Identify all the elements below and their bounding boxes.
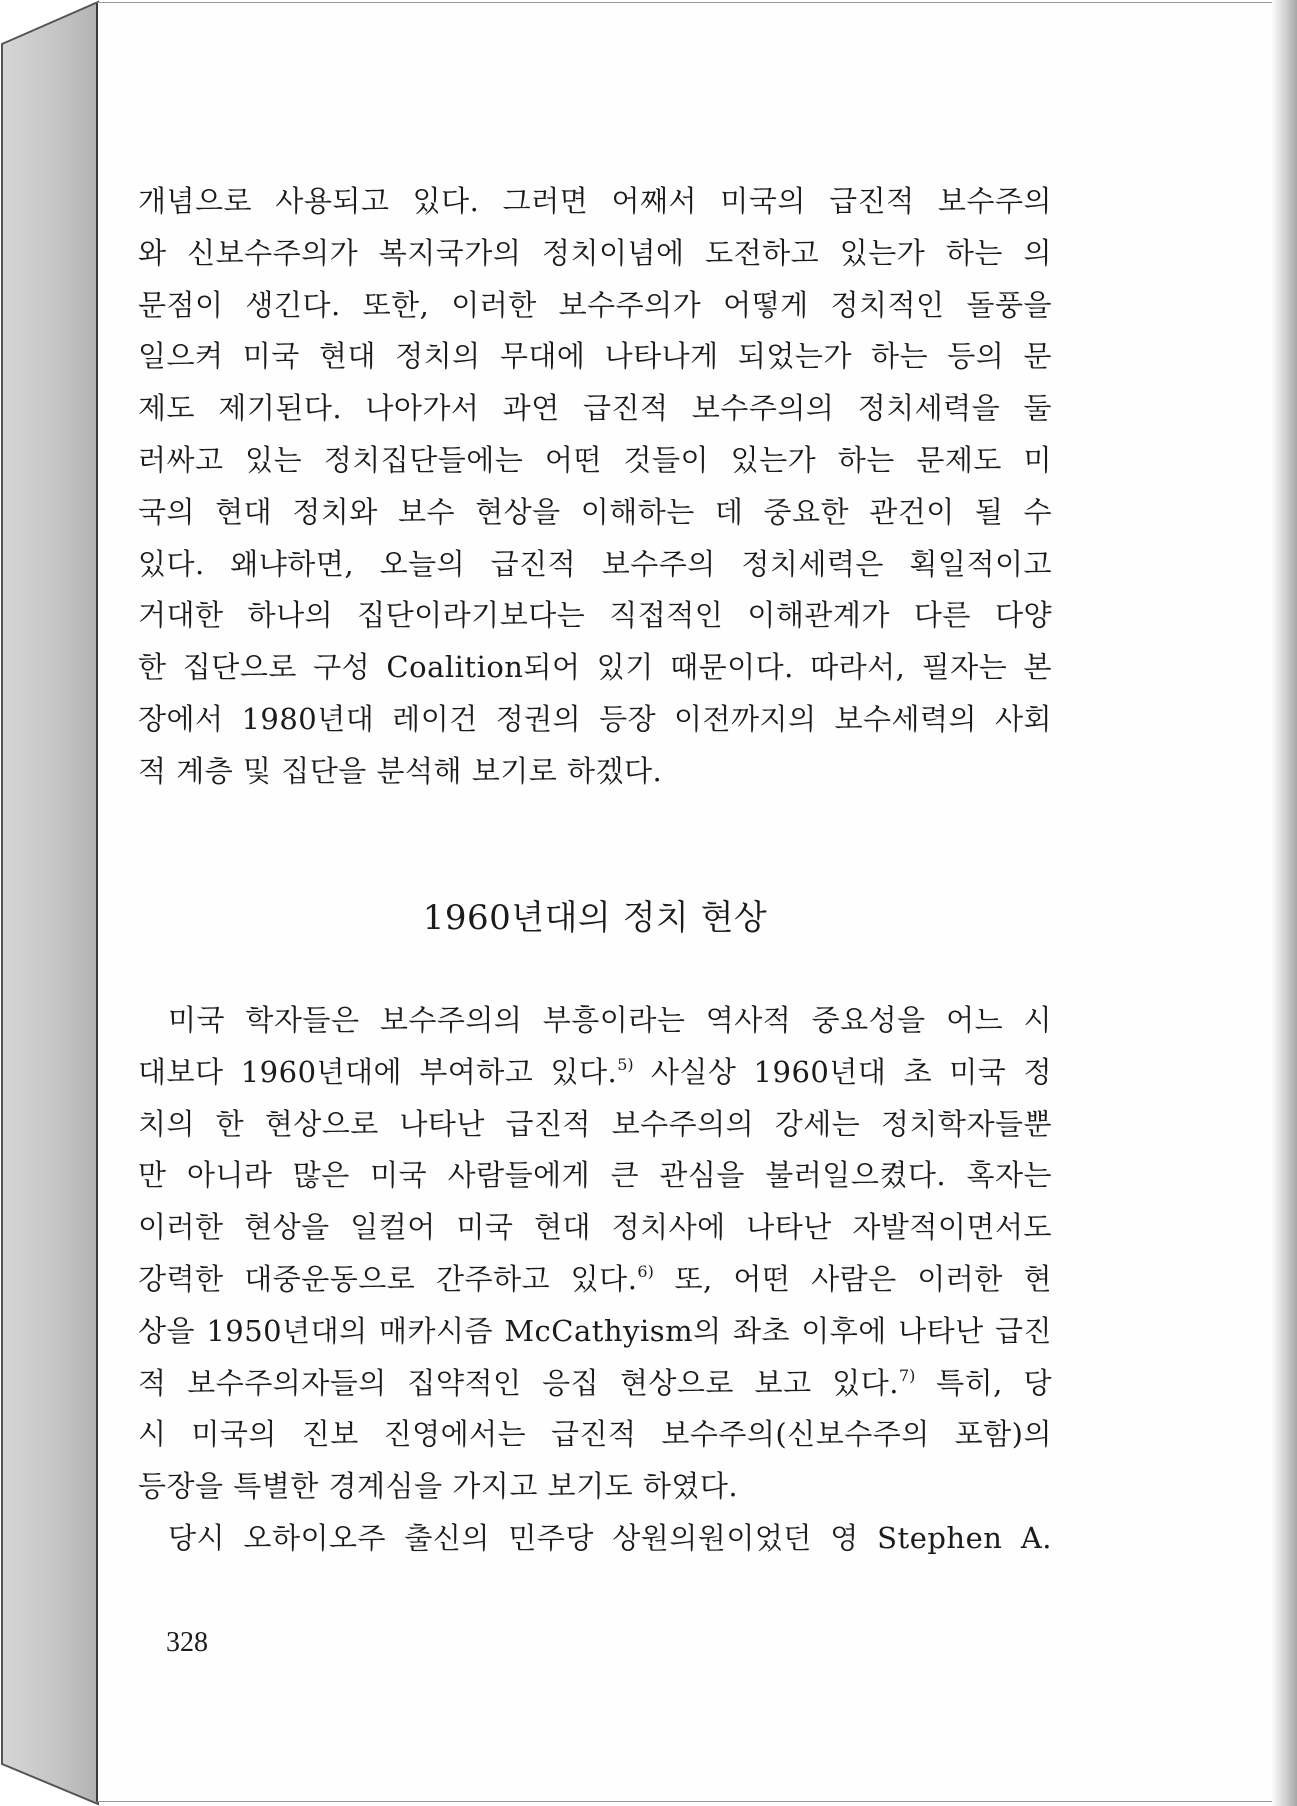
- text-line: 상을 1950년대의 매카시즘 McCathyism의 좌초 이후에 나타난 급진: [138, 1313, 1052, 1348]
- book-spine: [0, 0, 100, 1806]
- text-line: 등장을 특별한 경계심을 가지고 보기도 하였다.: [138, 1469, 739, 1504]
- paragraph-intro: [138, 176, 1052, 798]
- text-line: 개념으로 사용되고 있다. 그러면 어째서 미국의 급진적 보수주의: [138, 184, 1052, 218]
- text-segment: 대보다 1960년대에 부여하고 있다.: [138, 1054, 618, 1089]
- section-heading: 1960년대의 정치 현상: [422, 898, 768, 938]
- text-line: 제도 제기된다. 나아가서 과연 급진적 보수주의의 정치세력을 둘: [138, 391, 1052, 426]
- text-segment: 적 보수주의자들의 집약적인 응집 현상으로 보고 있다.: [138, 1365, 899, 1400]
- text-segment: 강력한 대중운동으로 간주하고 있다.: [138, 1261, 638, 1296]
- page-number: 328: [166, 1627, 208, 1658]
- text-line: 당시 오하이오주 출신의 민주당 상원의원이었던 영 Stephen A.: [168, 1520, 1052, 1555]
- text-segment: 또, 어떤 사람은 이러한 현: [653, 1261, 1053, 1296]
- text-line: [138, 1254, 1052, 1306]
- text-line: 이러한 현상을 일컬어 미국 현대 정치사에 나타난 자발적이면서도: [138, 1210, 1052, 1245]
- text-line: 일으켜 미국 현대 정치의 무대에 나타나게 되었는가 하는 등의 문: [138, 339, 1052, 374]
- text-line: 거대한 하나의 집단이라기보다는 직접적인 이해관계가 다른 다양: [138, 598, 1052, 633]
- text-line: [138, 1047, 1052, 1099]
- text-line: 만 아니라 많은 미국 사람들에게 큰 관심을 불러일으켰다. 혹자는: [138, 1158, 1052, 1193]
- text-segment: 특히, 당: [915, 1365, 1053, 1400]
- text-line: 있다. 왜냐하면, 오늘의 급진적 보수주의 정치세력은 획일적이고: [138, 546, 1052, 581]
- text-line: 와 신보수주의가 복지국가의 정치이념에 도전하고 있는가 하는 의: [138, 235, 1052, 270]
- text-line: 미국 학자들은 보수주의의 부흥이라는 역사적 중요성을 어느 시: [168, 1003, 1052, 1037]
- page-shadow: [1271, 0, 1297, 1806]
- text-line: 러싸고 있는 정치집단들에는 어떤 것들이 있는가 하는 문제도 미: [138, 442, 1052, 477]
- text-line: 장에서 1980년대 레이건 정권의 등장 이전까지의 보수세력의 사회: [138, 701, 1052, 736]
- paragraph-1960s: [138, 995, 1052, 1565]
- text-line: 치의 한 현상으로 나타난 급진적 보수주의의 강세는 정치학자들뿐: [138, 1106, 1052, 1141]
- text-line: 국의 현대 정치와 보수 현상을 이해하는 데 중요한 관건이 될 수: [138, 494, 1052, 529]
- footnote-ref-7[interactable]: 7): [899, 1365, 916, 1385]
- footnote-ref-5[interactable]: 5): [617, 1054, 634, 1074]
- text-line: 적 계층 및 집단을 분석해 보기로 하겠다.: [138, 753, 663, 788]
- text-segment: 사실상 1960년대 초 미국 정: [633, 1054, 1052, 1089]
- footnote-ref-6[interactable]: 6): [637, 1261, 654, 1281]
- text-line: 문점이 생긴다. 또한, 이러한 보수주의가 어떻게 정치적인 돌풍을: [138, 287, 1052, 322]
- text-line: 시 미국의 진보 진영에서는 급진적 보수주의(신보수주의 포함)의: [138, 1417, 1052, 1452]
- text-line: [138, 1358, 1052, 1410]
- text-line: 한 집단으로 구성 Coalition되어 있기 때문이다. 따라서, 필자는 본: [138, 650, 1052, 685]
